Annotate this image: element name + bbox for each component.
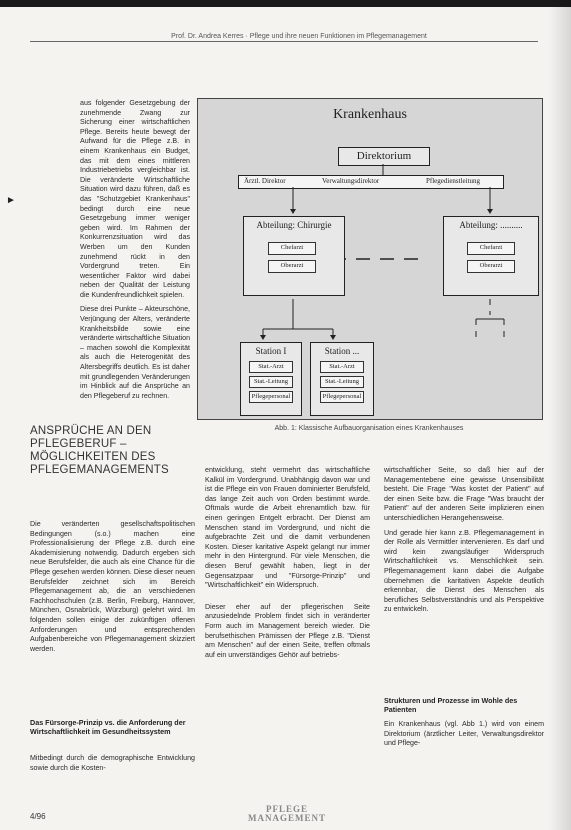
column-1-end: [30, 754, 195, 778]
figure-caption: Abb. 1: Klassische Aufbauorganisation eines Krankenhauses: [274, 425, 464, 432]
paragraph: Mitbedingt durch die demographische Entwicklung sowie durch die Kosten-: [30, 754, 195, 772]
paragraph: Ein Krankenhaus (vgl. Abb 1.) wird von einem Direktorium (ärztlicher Leiter, Verwaltungsdirektor und Pflege-: [384, 720, 544, 748]
direktorium-label: Direktorium: [356, 150, 412, 162]
dept-right-oberarzt: Oberarzt: [467, 260, 515, 273]
magazine-logo: [232, 805, 342, 823]
column-2: [205, 466, 370, 665]
section-heading: ANSPRÜCHE AN DEN PFLEGEBERUF – MÖGLICHKEITEN DES PFLEGEMANAGEMENTS: [30, 425, 169, 476]
paragraph: aus folgender Gesetzgebung der zunehmende Zwang zur Sicherung einer wirtschaftlichen Pflege. Bereits heute bewegt der Aufwand für die Pflege z.B. in einem Krankenhaus ein Budget, das mit dem eines mittleren Industriebetriebs vergleichbar ist. Die veränderte Wirtschaftliche Situation wird dazu führen, daß es das "Schutzgebiet Krankenhaus" bedingt durch eine neue Gesetzgebung immer weniger geben wird. Im Rahmen der Konkurrenzsituation wird das Werben um den Kunden zunehmend rückt in den Vordergrund treten. Ein wesentlicher Faktor wird dabei neben der Qualität der Leistung die Kundenfreundlichkeit spielen.: [80, 99, 190, 299]
margin-arrow-icon: ►: [6, 195, 16, 206]
logo-line-1: PFLEGE: [265, 804, 308, 814]
running-header: Prof. Dr. Andrea Kerres · Pflege und ihre neuen Funktionen im Pflegemanagement: [70, 33, 528, 40]
station-right-title: Station ...: [324, 346, 360, 356]
paragraph: wirtschaftlicher Seite, so daß hier auf der Managementebene eine gewisse Unsensibilität besteht. Die Frage "Was kostet der Patient" auf der einen Seite bzw. die Frage "Was braucht der Patient" auf der anderen Seite implizieren einen unterschiedlichen Herangehensweise.: [384, 466, 544, 522]
department-left-title: Abteilung: Chirurgie: [256, 220, 332, 230]
station-right-item: Stat.-Leitung: [320, 376, 364, 388]
station-left-item: Pflegepersonal: [249, 391, 293, 403]
dept-right-chefarzt: Chefarzt: [467, 242, 515, 255]
department-left-box: [243, 216, 345, 296]
diagram-title: Krankenhaus: [333, 107, 407, 122]
station-right-item: Pflegepersonal: [320, 391, 364, 403]
member-aerztl-direktor: Ärztl. Direktor: [244, 177, 286, 185]
column-1-bottom: [30, 520, 195, 659]
department-right-title: Abteilung: ..........: [459, 220, 523, 230]
station-left-item: Stat.-Leitung: [249, 376, 293, 388]
sub-heading-fuersorge: Das Fürsorge-Prinzip vs. die Anforderung der Wirtschaftlichkeit im Gesundheitssystem: [30, 718, 186, 736]
column-3: [384, 466, 544, 620]
dept-left-oberarzt: Oberarzt: [268, 260, 316, 273]
paragraph: Die veränderten gesellschaftspolitischen Bedingungen (s.o.) machen eine Professionalisierung der Pflege z.B. durch eine Akademisierung notwendig. Dadurch ergeben sich neue Berufsfelder, die auch als eine Chance für die Pflege gesehen werden können. Diese dieser neuen Berufsfelder zeichnet sich im Bereich Pflegemanagement ab, die an verschiedenen Fachhochschulen (z.B. Berlin, Freiburg, Hannover, München, Osnabrück, Würzburg) gelehrt wird. Im folgenden sollen einige der zukünftigen offenen Anforderungen und entsprechenden Aufgabenbereiche von Pflegemanagement skizziert werden.: [30, 520, 195, 653]
header-rule: [30, 41, 538, 42]
column-1-top: [80, 99, 190, 406]
top-bar: [0, 0, 571, 7]
member-pflegedienstleitung: Pflegedienstleitung: [426, 177, 481, 185]
column-3-end: [384, 720, 544, 754]
department-right-box: [443, 216, 539, 296]
paragraph: Dieser eher auf der pflegerischen Seite anzusiedelnde Problem findet sich in veränderter Form auch im Management bereich wieder. Die berufsethischen Prämissen der Pflege z.B. "Dienst am Menschen" auf der einen Seite, treffen oftmals auf ein unverständiges Gehör auf betriebs-: [205, 602, 370, 659]
page-number: 4/96: [30, 812, 46, 821]
paragraph: Und gerade hier kann z.B. Pflegemanagement in der Rolle als Vermittler intervenieren. Es darf und wird kein zwangsläufiger Widerspruch Wirtschaftlichkeit vs. Menschlichkeit sein. Pflegemanagement kann dabei die Aufgabe übernehmen die karitativen Aspekte deutlich erkennbar, die Dienst des Menschen als berufliches Selbstverständnis und als Perspektive zu entwickeln.: [384, 528, 544, 614]
station-right-item: Stat.-Arzt: [320, 361, 364, 373]
station-left-title: Station I: [255, 346, 287, 356]
paragraph: entwicklung, steht vermehrt das wirtschaftliche Kalkül im Vordergrund. Unabhängig davon war und ist die Pflege ein von Frauen dominierter Berufsfeld, das lange Zeit auch von Orden bestimmt wurde. Oftmals wurde die Arbeit ehrenamtlich bzw. für einen geringen Entgelt erbracht. Der Dienst am Menschen stand im Vordergrund, und nicht die aufgebrachte Zeit und die damit verbundenen Kosten. Dieser karitative Aspekt gelangt nur immer mehr in den Hintergrund. Für viele Menschen, die diesen Beruf gewählt haben, liegt in der Gegensatzpaar und "Fürsorge-Prinzip" und "Wirtschaftlichkeit" ein Widerspruch.: [205, 466, 370, 590]
page-edge-shadow: [549, 0, 571, 830]
logo-line-2: MANAGEMENT: [248, 813, 326, 823]
member-verwaltungsdirektor: Verwaltungsdirektor: [322, 177, 380, 185]
sub-heading-strukturen: Strukturen und Prozesse im Wohle des Patienten: [384, 696, 518, 714]
org-chart-diagram: [197, 98, 543, 420]
station-left-item: Stat.-Arzt: [249, 361, 293, 373]
paragraph: Diese drei Punkte – Akteurschöne, Verjüngung der Alters, veränderte Krankheitsbilde sowie eine veränderte wirtschaftliche Situation – machen sowohl die Komplexität als auch die Heterogenität des Altersbegriffs deutlich. Es ist daher mit grundlegenden Veränderungen im Hinblick auf die Ansprüche an den Pflegeberuf zu rechnen.: [80, 305, 191, 400]
dept-left-chefarzt: Chefarzt: [268, 242, 316, 255]
